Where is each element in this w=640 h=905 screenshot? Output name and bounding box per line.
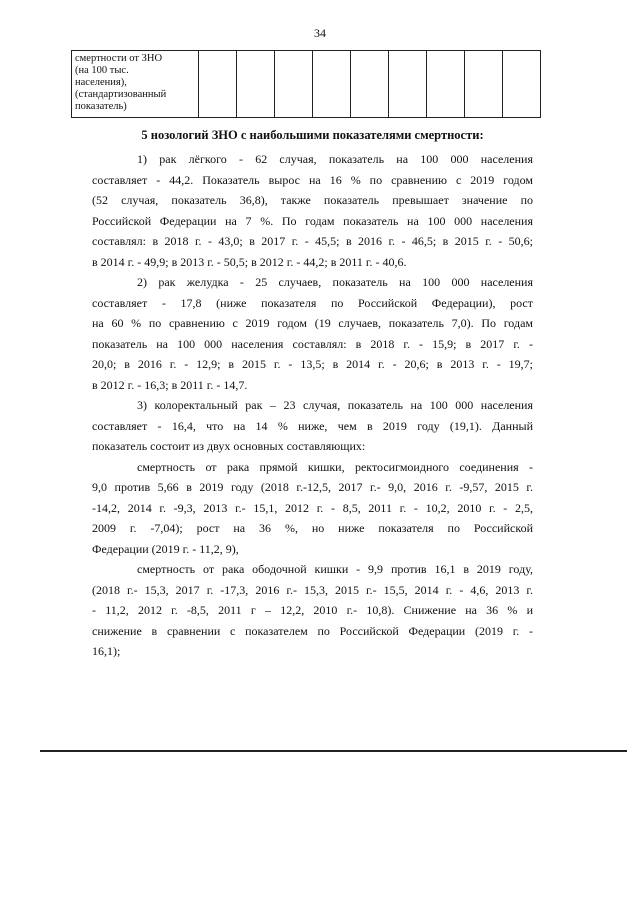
text-line: (2018 г.- 15,3, 2017 г. -17,3, 2016 г.- 15,3, 2015 г.- 15,5, 2014 г. - 4,6, 2013 г.: [92, 582, 533, 597]
text-line: в 2014 г. - 49,9; в 2013 г. - 50,5; в 2012 г. - 44,2; в 2011 г. - 40,6.: [92, 254, 407, 269]
text-line: составляет - 44,2. Показатель вырос на 16 % по сравнению с 2019 годом: [92, 172, 533, 187]
row-label-line: (на 100 тыс.: [75, 65, 129, 76]
text-line: Федерации (2019 г. - 11,2, 9),: [92, 541, 239, 556]
text-line: снижение в сравнении с показателем по Российской Федерации (2019 г. -: [92, 623, 533, 638]
table-row: [72, 51, 541, 118]
row-label-line: населения),: [75, 77, 127, 88]
text-line: составляет - 16,4, что на 14 % ниже, чем в 2019 году (19,1). Данный: [92, 418, 533, 433]
text-line: 9,0 против 5,66 в 2019 году (2018 г.-12,5, 2017 г.- 9,0, 2016 г. -9,57, 2015 г.: [92, 480, 533, 494]
text-line: смертность от рака ободочной кишки - 9,9 против 16,1 в 2019 году,: [137, 562, 533, 576]
page-number: 34: [314, 26, 326, 40]
row-label-cell: [72, 51, 199, 118]
table-cell: [237, 51, 275, 118]
table-cell: [199, 51, 237, 118]
text-line: 1) рак лёгкого - 62 случая, показатель на 100 000 населения: [137, 152, 533, 166]
bottom-divider: [40, 750, 627, 752]
text-line: -14,2, 2014 г. -9,3, 2013 г.- 15,1, 2012 г. - 8,5, 2011 г. - 10,2, 2010 г. - 2,5,: [92, 500, 533, 515]
text-line: Российской Федерации на 7 %. По годам показатель на 100 000 населения: [92, 213, 533, 228]
table-cell: [351, 51, 389, 118]
text-line: показатель состоит из двух основных составляющих:: [92, 439, 366, 453]
row-label-line: смертности от ЗНО: [75, 53, 163, 64]
table-fragment: [71, 50, 541, 118]
document-body: [92, 128, 533, 665]
text-line: показатель на 100 000 населения составлял: в 2018 г. - 15,9; в 2017 г. -: [92, 336, 533, 351]
text-line: смертность от рака прямой кишки, ректосигмоидного соединения -: [137, 459, 533, 474]
text-line: 3) колоректальный рак – 23 случая, показатель на 100 000 населения: [137, 398, 533, 412]
table-cell: [503, 51, 541, 118]
text-line: составляет - 17,8 (ниже показателя по Российской Федерации), рост: [92, 295, 533, 310]
section-heading: 5 нозологий ЗНО с наибольшими показателями смертности:: [141, 128, 484, 142]
text-line: 2) рак желудка - 25 случаев, показатель на 100 000 населения: [137, 275, 533, 289]
paragraph-lines: [92, 152, 533, 665]
text-line: 20,0; в 2016 г. - 12,9; в 2015 г. - 13,5; в 2014 г. - 20,6; в 2013 г. - 19,7;: [92, 357, 533, 371]
row-label-line: (стандартизованный: [75, 89, 167, 100]
table-cell: [275, 51, 313, 118]
text-line: - 11,2, 2012 г. -8,5, 2011 г – 12,2, 2010 г.- 10,8). Снижение на 36 % и: [92, 603, 533, 617]
text-line: составлял: в 2018 г. - 43,0; в 2017 г. - 45,5; в 2016 г. - 46,5; в 2015 г. - 50,6;: [92, 234, 533, 248]
text-line: на 60 % по сравнению с 2019 годом (19 случаев, показатель 7,0). По годам: [92, 316, 533, 330]
table-cell: [465, 51, 503, 118]
table-cell: [313, 51, 351, 118]
text-line: в 2012 г. - 16,3; в 2011 г. - 14,7.: [92, 377, 248, 392]
text-line: (52 случая, показатель 36,8), также показатель превышает значение по: [92, 193, 533, 207]
row-label-line: показатель): [75, 101, 127, 112]
table-cell: [427, 51, 465, 118]
table-cell: [389, 51, 427, 118]
text-line: 2009 г. -7,04); рост на 36 %, но ниже показателя по Российской: [92, 521, 533, 535]
text-line: 16,1);: [92, 644, 121, 658]
